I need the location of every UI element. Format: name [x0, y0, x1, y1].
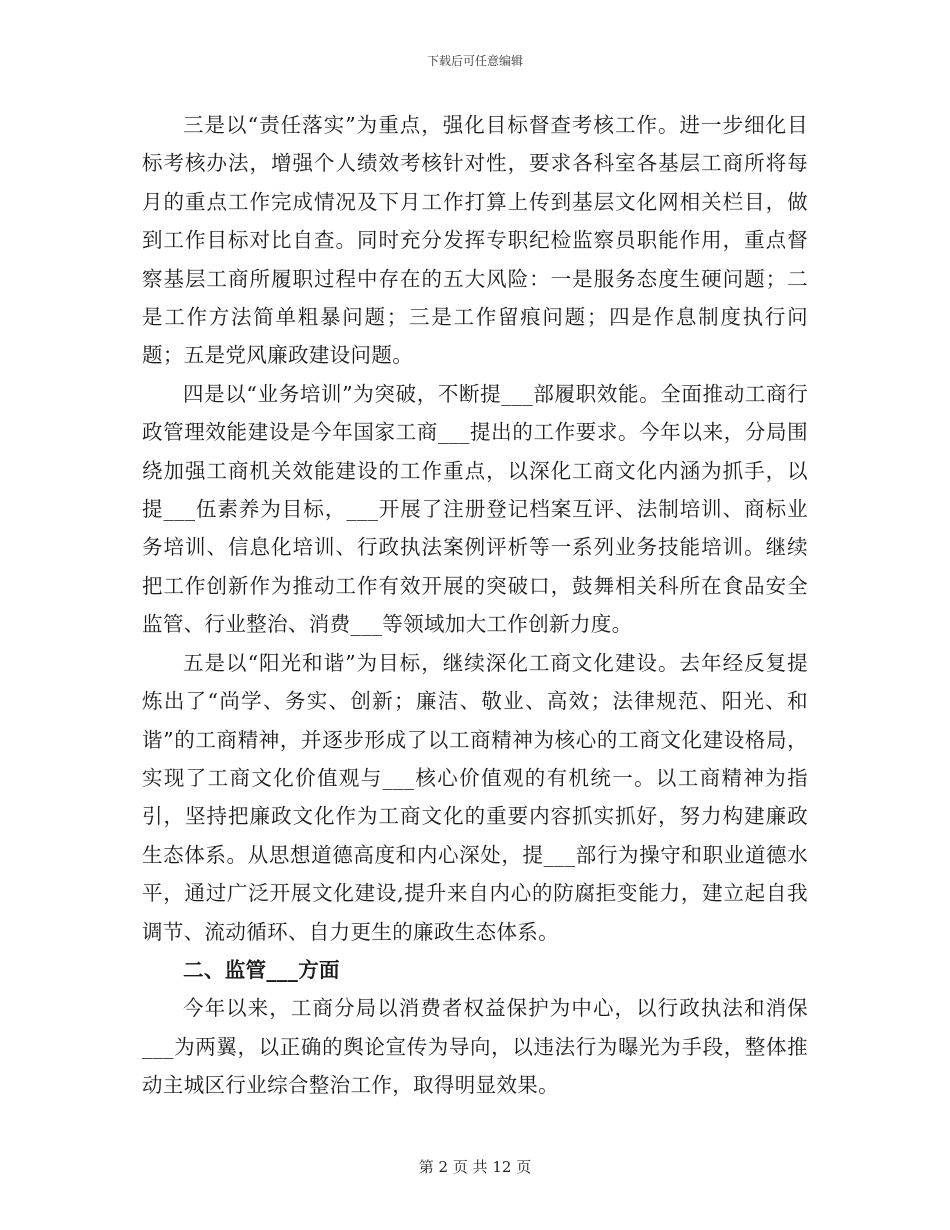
page-number: 第 2 页 共 12 页 [418, 1158, 532, 1176]
document-body [142, 106, 808, 1105]
paragraph-culture: 五是以“阳光和谐”为目标，继续深化工商文化建设。去年经反复提炼出了“尚学、务实、创新；廉洁、敬业、高效；法律规范、阳光、和谐”的工商精神，并逐步形成了以工商精神为核心的工商文化建设格局，实现了工商文化价值观与___核心价值观的有机统一。以工商精神为指引，坚持把廉政文化作为工商文化的重要内容抓实抓好，努力构建廉政生态体系。从思想道德高度和内心深处，提___部行为操守和职业道德水平，通过广泛开展文化建设,提升来自内心的防腐拒变能力，建立起自我调节、流动循环、自力更生的廉政生态体系。 [142, 650, 808, 944]
paragraph-responsibility: 三是以“责任落实”为重点，强化目标督查考核工作。进一步细化目标考核办法，增强个人绩效考核针对性，要求各科室各基层工商所将每月的重点工作完成情况及下月工作打算上传到基层文化网相关栏目，做到工作目标对比自查。同时充分发挥专职纪检监察员职能作用，重点督察基层工商所履职过程中存在的五大风险：一是服务态度生硬问题；二是工作方法简单粗暴问题；三是工作留痕问题；四是作息制度执行问题；五是党风廉政建设问题。 [142, 113, 808, 368]
section-heading: 二、监管___方面 [183, 957, 340, 982]
header-note: 下载后可任意编辑 [426, 54, 523, 68]
paragraph-supervision: 今年以来，工商分局以消费者权益保护为中心，以行政执法和消保___为两翼，以正确的舆论宣传为导向，以违法行为曝光为手段，整体推动主城区行业综合整治工作，取得明显效果。 [142, 996, 808, 1098]
paragraph-training: 四是以“业务培训”为突破，不断提___部履职效能。全面推动工商行政管理效能建设是今年国家工商___提出的工作要求。今年以来，分局围绕加强工商机关效能建设的工作重点，以深化工商文化内涵为抓手，以提___伍素养为目标，___开展了注册登记档案互评、法制培训、商标业务培训、信息化培训、行政执法案例评析等一系列业务技能培训。继续把工作创新作为推动工作有效开展的突破口，鼓舞相关科所在食品安全监管、行业整治、消费___等领域加大工作创新力度。 [142, 381, 808, 637]
